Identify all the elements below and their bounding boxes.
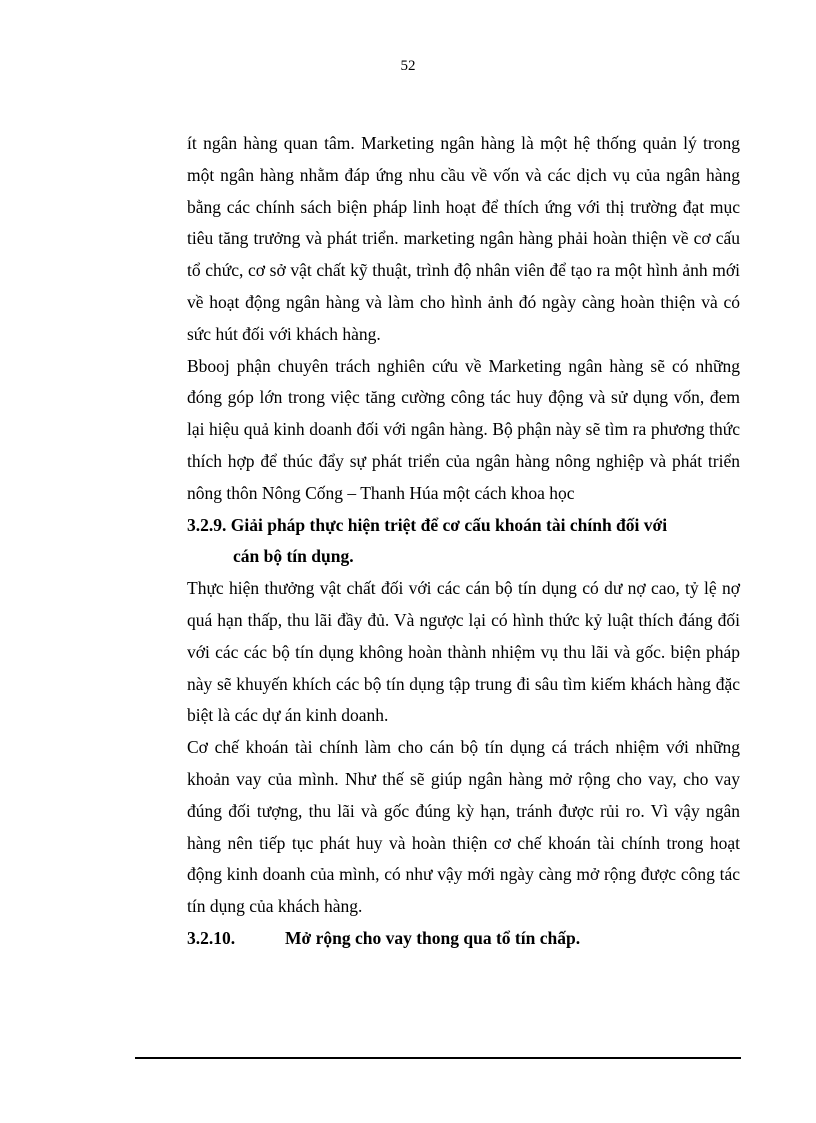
section-number: 3.2.9. (187, 514, 227, 535)
paragraph: Bbooj phận chuyên trách nghiên cứu về Marketing ngân hàng sẽ có những đóng góp lớn trong việc tăng cường công tác huy động và sử dụng vốn, đem lại hiệu quả kinh doanh đối với ngân hàng. Bộ phận này sẽ tìm ra phương thức thích hợp để thúc đẩy sự phát triển của ngân hàng nông nghiệp và phát triển nông thôn Nông Cống – Thanh Húa một cách khoa học (187, 355, 740, 503)
section-title-line2: cán bộ tín dụng. (233, 546, 354, 567)
section-title-line1: Giải pháp thực hiện triệt để cơ cấu khoán tài chính đối với (230, 514, 668, 535)
section-number: 3.2.10. (187, 927, 236, 948)
paragraph: ít ngân hàng quan tâm. Marketing ngân hàng là một hệ thống quản lý trong một ngân hàng nhằm đáp ứng nhu cầu về vốn và các dịch vụ của ngân hàng bằng các chính sách biện pháp linh hoạt để thích ứng với thị trường đạt mục tiêu tăng trưởng và phát triển. marketing ngân hàng phải hoàn thiện về cơ cấu tổ chức, cơ sở vật chất kỹ thuật, trình độ nhân viên để tạo ra một hình ảnh mới về hoạt động ngân hàng và làm cho hình ảnh đó ngày càng hoàn thiện và có sức hút đối với khách hàng. (187, 133, 740, 344)
section-title: Mở rộng cho vay thong qua tổ tín chấp. (285, 927, 581, 948)
paragraph: Thực hiện thưởng vật chất đối với các cán bộ tín dụng có dư nợ cao, tỷ lệ nợ quá hạn thấp, thu lãi đầy đủ. Và ngược lại có hình thức kỷ luật thích đáng đối với các các bộ tín dụng không hoàn thành nhiệm vụ thu lãi và gốc. biện pháp này sẽ khuyến khích các bộ tín dụng tập trung đi sâu tìm kiếm khách hàng đặc biệt là các dự án kinh doanh. (187, 578, 740, 726)
section-heading-3-2-10 (187, 923, 740, 955)
section-heading-3-2-9 (187, 510, 740, 574)
paragraph: Cơ chế khoán tài chính làm cho cán bộ tín dụng cá trách nhiệm với những khoản vay của mình. Như thế sẽ giúp ngân hàng mở rộng cho vay, cho vay đúng đối tượng, thu lãi và gốc đúng kỳ hạn, tránh được rủi ro. Vì vậy ngân hàng nên tiếp tục phát huy và hoàn thiện cơ chế khoán tài chính trong hoạt động kinh doanh của mình, có như vậy mới ngày càng mở rộng được công tác tín dụng của khách hàng. (187, 737, 740, 917)
document-body (187, 128, 740, 955)
page-number: 52 (400, 58, 416, 74)
footer-divider (135, 1057, 741, 1059)
